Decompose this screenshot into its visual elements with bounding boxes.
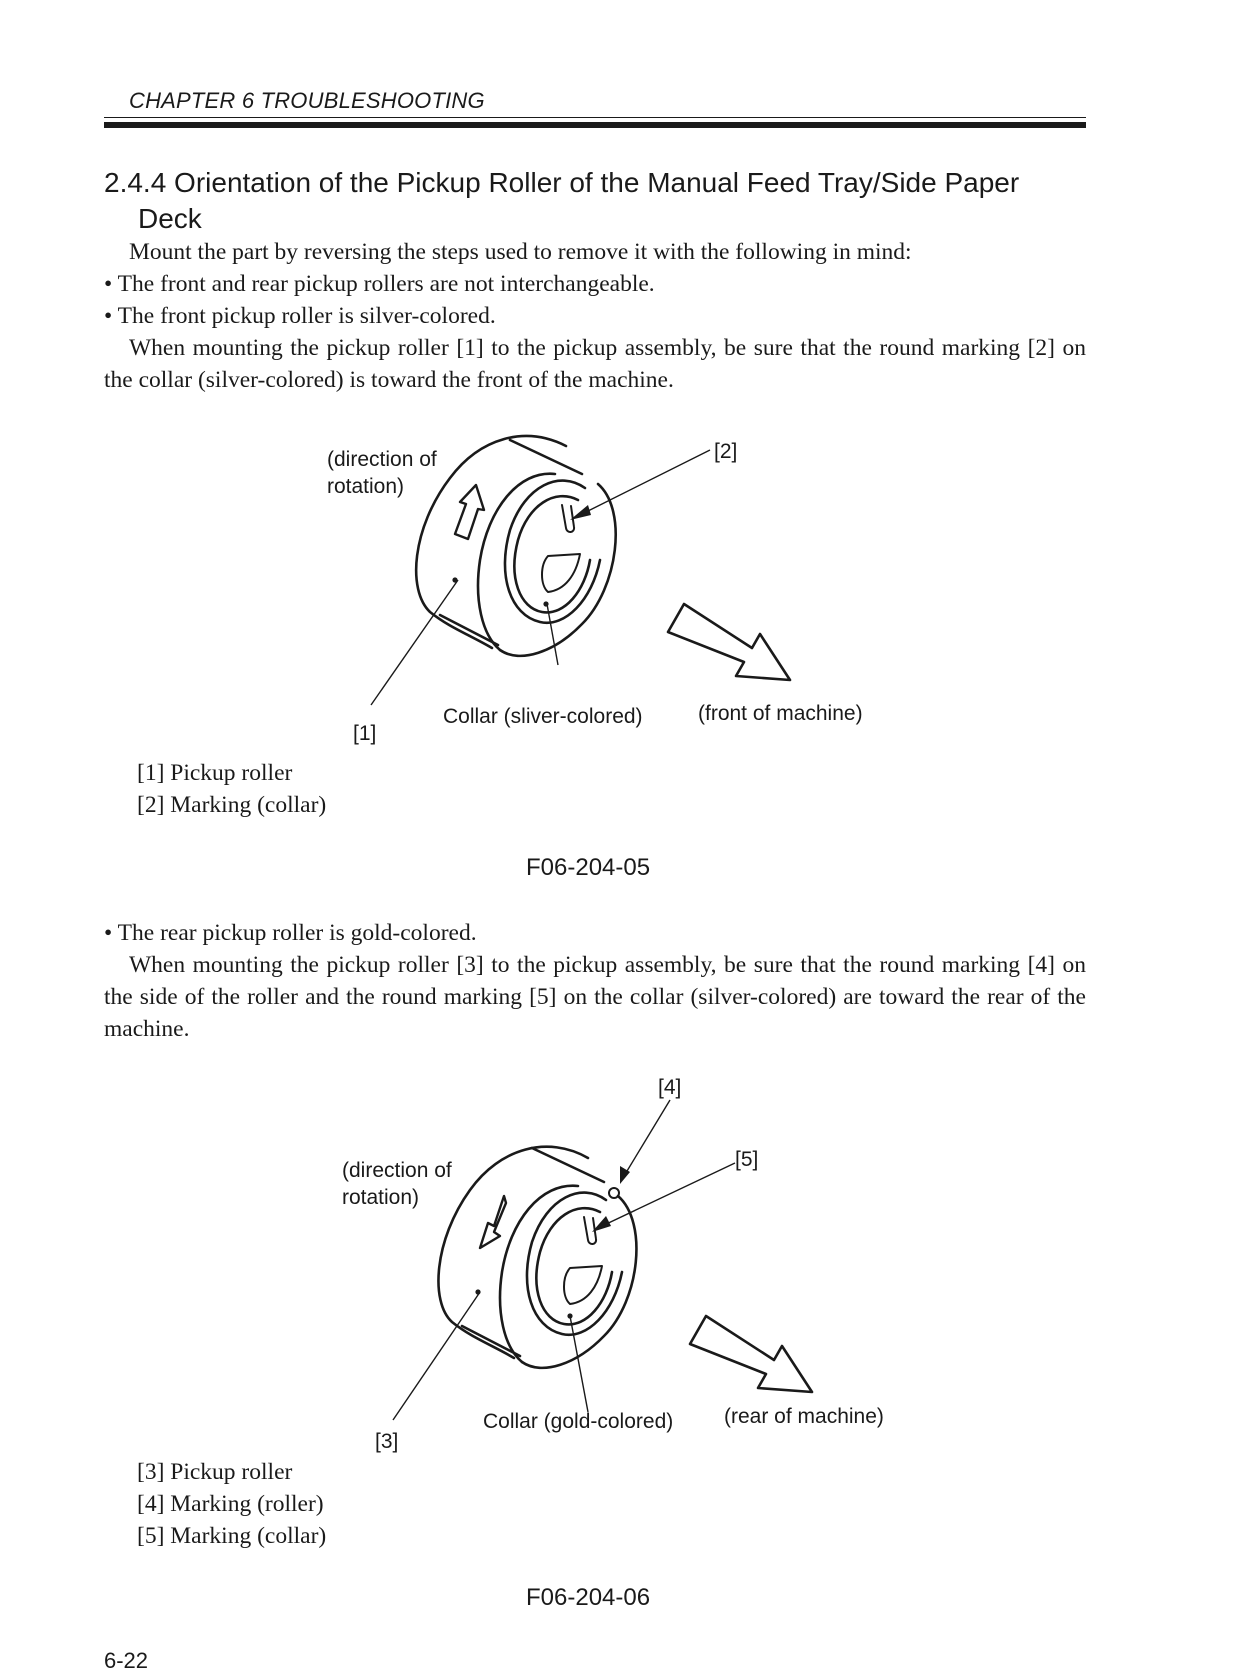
fig2-legend xyxy=(137,1456,326,1552)
bullet-not-interchangeable: • The front and rear pickup rollers are not interchangeable. xyxy=(104,271,655,297)
fig1-ref-2: [2] xyxy=(714,440,738,463)
collar-inner xyxy=(536,1208,612,1324)
fig1-legend-item: [2] Marking (collar) xyxy=(137,792,327,818)
rear-mounting-paragraph: When mounting the pickup roller [3] to the pickup assembly, be sure that the round marking [4] on the side of the roller and the round marking [5] on the collar (silver-colored) are toward the rear of the machine. xyxy=(104,952,1086,1042)
roller-front-face xyxy=(500,484,616,656)
fig2-rear-label: (rear of machine) xyxy=(724,1405,884,1428)
collar-hole xyxy=(542,554,580,592)
figure-2-id: F06-204-06 xyxy=(526,1584,651,1611)
fig2-legend-item: [5] Marking (collar) xyxy=(137,1523,327,1549)
collar-marking-slot xyxy=(584,1217,596,1244)
collar-outer xyxy=(527,1193,622,1335)
roller-front-face-left xyxy=(500,1186,578,1362)
leader-4-arrowhead xyxy=(620,1166,630,1184)
roller-front-face xyxy=(522,1196,636,1368)
collar-inner xyxy=(514,496,590,612)
collar-marking-slot xyxy=(562,505,574,532)
leader-collar-1 xyxy=(547,604,558,665)
fig1-ref-1: [1] xyxy=(353,722,377,745)
fig1-direction-label-line1: (direction of xyxy=(327,448,437,471)
rotation-arrow xyxy=(480,1196,506,1248)
front-mounting-paragraph: When mounting the pickup roller [1] to the pickup assembly, be sure that the round marking [2] on the collar (silver-colored) is toward the front of the machine. xyxy=(104,335,1086,393)
roller-bottom-edge xyxy=(440,615,498,645)
fig2-legend-item: [3] Pickup roller xyxy=(137,1459,293,1485)
fig2-ref-3: [3] xyxy=(375,1430,399,1453)
fig1-collar-label: Collar (sliver-colored) xyxy=(443,705,643,728)
leader-collar-2-dot xyxy=(567,1313,572,1318)
fig2-direction-label-line2: rotation) xyxy=(342,1186,420,1209)
section-title-line1: 2.4.4 Orientation of the Pickup Roller of the Manual Feed Tray/Side Paper xyxy=(104,167,1020,198)
leader-2 xyxy=(580,450,710,515)
fig1-front-label: (front of machine) xyxy=(698,702,863,725)
fig2-legend-item: [4] Marking (roller) xyxy=(137,1491,324,1517)
leader-collar-dot xyxy=(543,601,548,606)
header-rule-thin xyxy=(104,117,1086,118)
fig1-legend xyxy=(137,757,326,821)
leader-3 xyxy=(393,1292,480,1420)
leader-5-arrowhead xyxy=(592,1216,611,1232)
chapter-header: CHAPTER 6 TROUBLESHOOTING xyxy=(129,88,485,113)
fig2-ref-4: [4] xyxy=(658,1076,682,1099)
leader-2-arrowhead xyxy=(570,505,591,520)
page-number: 6-22 xyxy=(104,1648,149,1673)
leader-3-dot xyxy=(475,1289,480,1294)
fig1-legend-item: [1] Pickup roller xyxy=(137,760,293,786)
collar-hole xyxy=(564,1266,602,1304)
roller-front-face-left xyxy=(478,474,555,650)
roller-top-edge xyxy=(510,440,582,474)
leader-1-dot xyxy=(452,577,457,582)
intro-paragraph: Mount the part by reversing the steps used to remove it with the following in mind: xyxy=(129,239,912,265)
fig2-direction-label-line1: (direction of xyxy=(342,1159,452,1182)
fig2-ref-5: [5] xyxy=(735,1148,759,1171)
fig1-direction-label-line2: rotation) xyxy=(327,475,405,498)
section-title-line2: Deck xyxy=(138,203,202,234)
roller-marking-circle xyxy=(609,1188,619,1198)
rear-arrow-shape xyxy=(690,1316,812,1392)
front-arrow-shape xyxy=(668,604,790,680)
leader-5 xyxy=(600,1163,735,1227)
roller-body-outline xyxy=(438,1147,588,1358)
fig2-collar-label: Collar (gold-colored) xyxy=(483,1410,674,1433)
roller-top-edge xyxy=(532,1148,604,1182)
roller-body-outline xyxy=(416,436,566,648)
leader-1 xyxy=(371,580,458,705)
collar-outer xyxy=(505,481,600,623)
rotation-arrow xyxy=(455,485,484,539)
bullet-front-silver: • The front pickup roller is silver-colored. xyxy=(104,303,496,329)
roller-bottom-edge xyxy=(462,1326,520,1356)
section-title xyxy=(104,165,1086,237)
bullet-rear-gold: • The rear pickup roller is gold-colored. xyxy=(104,920,477,946)
leader-collar-2 xyxy=(570,1316,588,1412)
figure-1-id: F06-204-05 xyxy=(526,854,651,881)
header-rule-thick xyxy=(104,122,1086,128)
leader-4 xyxy=(624,1100,670,1176)
